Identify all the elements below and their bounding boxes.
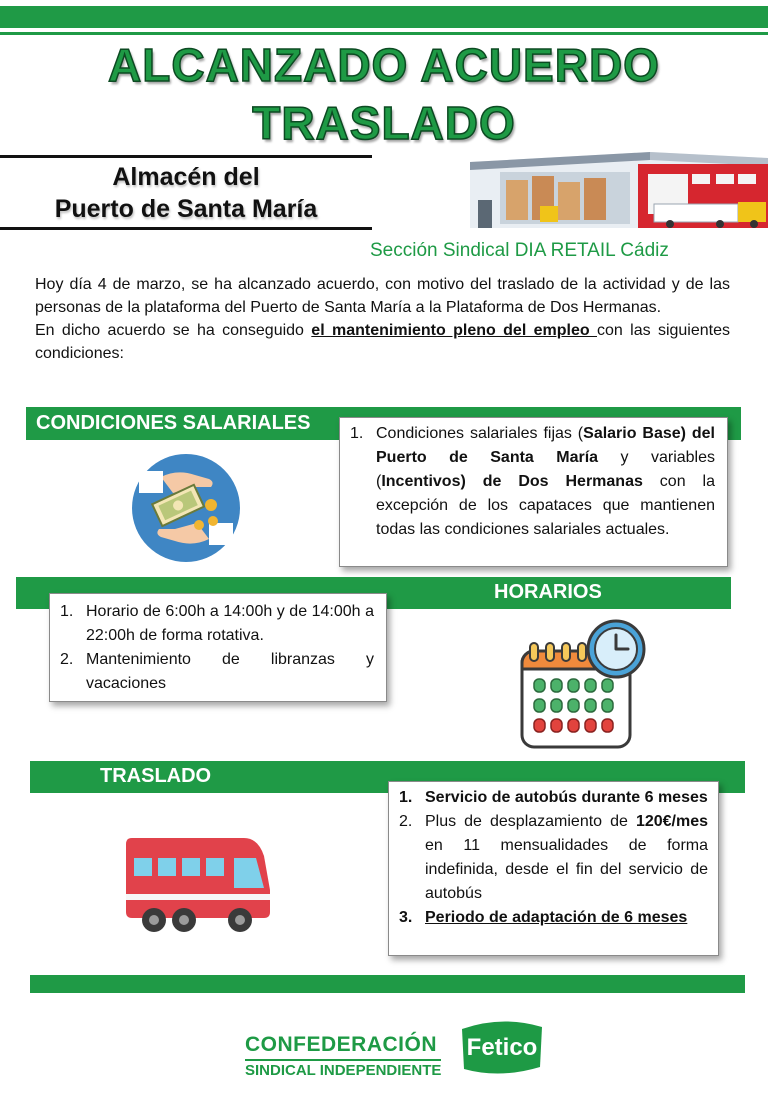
subtitle-top-rule xyxy=(0,155,372,158)
traslado-item2-bold: 120€/mes xyxy=(635,813,708,830)
traslado-heading: TRASLADO xyxy=(100,765,212,787)
salariales-box xyxy=(339,417,728,567)
confederacion-logo-line1: CONFEDERACIÓN xyxy=(245,1033,438,1056)
bus-icon xyxy=(126,832,272,934)
salariales-bold-1: Salario Base) del Puerto de Santa María xyxy=(376,425,715,466)
list-item xyxy=(60,600,374,648)
subtitle-line2: Puerto de Santa María xyxy=(54,195,318,223)
intro-p2-after: con las siguientes condiciones: xyxy=(35,322,731,362)
list-item-number: 2. xyxy=(399,813,413,830)
bottom-green-bar xyxy=(30,975,745,993)
salariales-text-1: Condiciones salariales fijas ( xyxy=(376,425,584,442)
horarios-heading: HORARIOS xyxy=(494,581,602,603)
money-hands-icon xyxy=(131,453,241,563)
intro-text xyxy=(35,273,730,365)
list-item-number: 2. xyxy=(60,651,74,668)
warehouse-illustration xyxy=(470,150,768,230)
list-item xyxy=(399,906,708,930)
intro-p2-before: En dicho acuerdo se ha conseguido xyxy=(35,322,312,339)
top-green-bar xyxy=(0,6,768,28)
subtitle-line1: Almacén del xyxy=(112,163,260,191)
section-union-name: Sección Sindical DIA RETAIL Cádiz xyxy=(370,240,669,261)
list-item-number: 1. xyxy=(399,789,413,806)
subtitle-bottom-rule xyxy=(0,227,372,230)
list-item-number: 1. xyxy=(60,603,74,620)
calendar-clock-icon xyxy=(516,617,652,751)
salariales-item-text xyxy=(376,422,715,542)
fetico-logo xyxy=(458,1019,546,1075)
list-item xyxy=(399,810,708,906)
headline-line1: ALCANZADO ACUERDO xyxy=(108,39,660,91)
list-item xyxy=(60,648,374,696)
confederacion-logo xyxy=(245,1033,441,1080)
confederacion-logo-line2: SINDICAL INDEPENDIENTE xyxy=(245,1059,441,1080)
list-item-text: Mantenimiento de libranzas y vacaciones xyxy=(86,651,374,692)
list-item-text: Horario de 6:00h a 14:00h y de 14:00h a 22:00h de forma rotativa. xyxy=(86,603,374,644)
salariales-heading: CONDICIONES SALARIALES xyxy=(36,412,311,434)
list-item-text: Periodo de adaptación de 6 meses xyxy=(425,909,688,926)
traslado-item2-a: Plus de desplazamiento de xyxy=(425,813,636,830)
salariales-text-3: con la excepción de los capataces que mantienen todas las condiciones salariales actuales. xyxy=(376,473,715,538)
list-item-number: 1. xyxy=(350,425,364,442)
top-green-line xyxy=(0,32,768,35)
list-item-text xyxy=(425,810,708,906)
list-item xyxy=(350,422,715,542)
fetico-logo-text: Fetico xyxy=(466,1034,538,1061)
list-item xyxy=(399,786,708,810)
salariales-text-2: y variables ( xyxy=(376,449,716,490)
traslado-box xyxy=(388,781,719,956)
traslado-item2-b: en 11 mensualidades de forma indefinida, desde el fin del servicio de autobús xyxy=(425,837,708,902)
salariales-bold-2: Incentivos) de Dos Hermanas xyxy=(381,473,643,490)
list-item-text: Servicio de autobús durante 6 meses xyxy=(425,789,708,806)
headline-line2: TRASLADO xyxy=(252,97,516,149)
list-item-number: 3. xyxy=(399,909,413,926)
horarios-box xyxy=(49,593,387,702)
intro-paragraph-2 xyxy=(35,319,730,365)
intro-paragraph-1: Hoy día 4 de marzo, se ha alcanzado acuerdo, con motivo del traslado de la actividad y de las personas de la plataforma del Puerto de Santa María a la Plataforma de Dos Hermanas. xyxy=(35,276,730,316)
intro-p2-bold: el mantenimiento pleno del empleo xyxy=(311,322,597,339)
